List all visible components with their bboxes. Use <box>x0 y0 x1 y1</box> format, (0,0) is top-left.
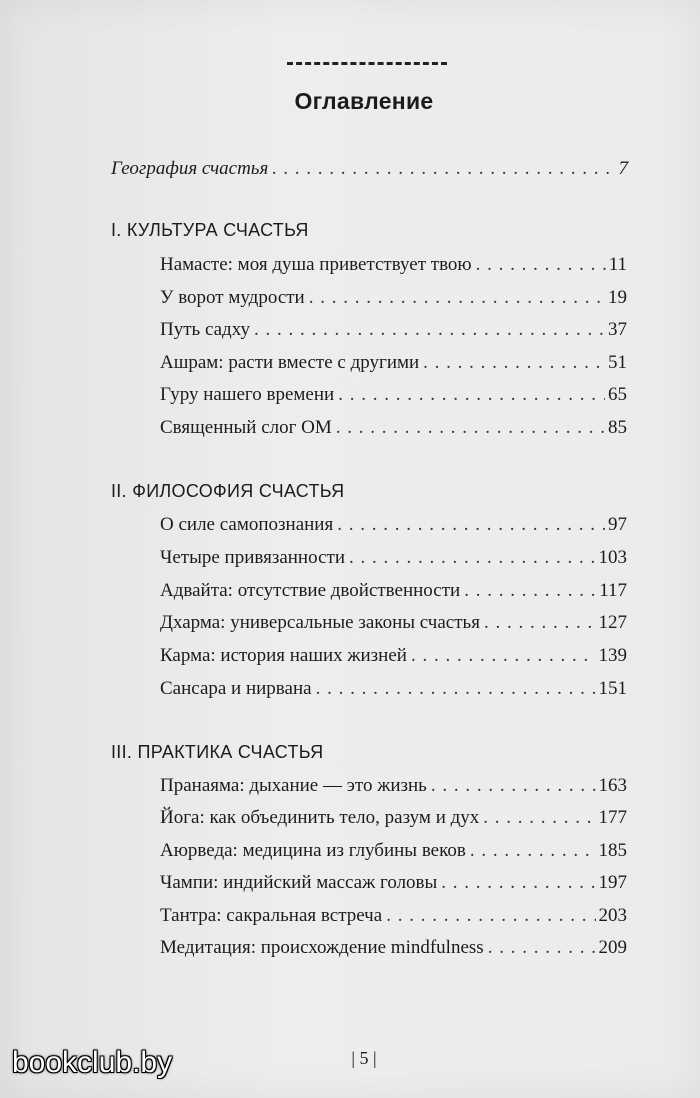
dot-leader <box>349 547 596 569</box>
dot-leader <box>484 612 596 634</box>
toc-entry-page: 127 <box>598 612 627 633</box>
toc-entry-label: Медитация: происхождение mindfulness <box>160 937 484 958</box>
toc-entry <box>160 872 627 894</box>
section-heading-2: II. ФИЛОСОФИЯ СЧАСТЬЯ <box>111 481 345 501</box>
dot-leader <box>431 775 596 797</box>
dot-leader <box>470 840 596 862</box>
toc-entry <box>160 937 627 959</box>
toc-entry-page: 19 <box>608 287 627 308</box>
toc-entry-label: Ашрам: расти вместе с другими <box>160 352 420 373</box>
toc-entry-page: 103 <box>598 547 627 568</box>
toc-entry-label: Намасте: моя душа приветствует твою <box>160 254 472 275</box>
toc-entry-label: Тантра: сакральная встреча <box>160 905 383 926</box>
toc-entry-page: 11 <box>608 254 627 275</box>
toc-entry <box>160 352 627 374</box>
dot-leader <box>411 645 596 667</box>
toc-entry-label: Чампи: индийский массаж головы <box>160 872 438 893</box>
toc-entry-page: 209 <box>598 937 627 958</box>
watermark: bookclub.by <box>12 1046 173 1079</box>
toc-entry-label: Адвайта: отсутствие двойственности <box>160 580 461 601</box>
toc-entry-intro <box>111 158 628 180</box>
toc-entry-page: 177 <box>598 807 627 828</box>
toc-entry-page: 97 <box>608 514 627 535</box>
toc-entry-label: Йога: как объединить тело, разум и дух <box>160 807 480 828</box>
toc-entry-label: Дхарма: универсальные законы счастья <box>160 612 480 633</box>
section-heading-1: I. КУЛЬТУРА СЧАСТЬЯ <box>111 220 309 240</box>
toc-entry <box>160 840 627 862</box>
toc-entry-label: Пранаяма: дыхание — это жизнь <box>160 775 427 796</box>
decorative-dashed-rule <box>287 62 447 65</box>
toc-entry-page: 203 <box>598 905 627 926</box>
toc-entry-label: О силе самопознания <box>160 514 334 535</box>
toc-entry-label: Путь садху <box>160 319 250 340</box>
toc-entry-label: География счастья <box>111 158 269 179</box>
toc-entry-label: Гуру нашего времени <box>160 384 335 405</box>
toc-entry <box>160 580 627 602</box>
toc-entry <box>160 514 627 536</box>
page-title: Оглавление <box>294 88 434 114</box>
toc-entry <box>160 807 627 829</box>
dot-leader <box>423 352 605 374</box>
toc-entry-label: Сансара и нирвана <box>160 678 312 699</box>
toc-entry-page: 85 <box>608 417 627 438</box>
toc-entry-label: Карма: история наших жизней <box>160 645 407 666</box>
dot-leader <box>464 580 596 602</box>
dot-leader <box>488 937 596 959</box>
page-number: | 5 | <box>351 1048 377 1068</box>
dot-leader <box>316 678 596 700</box>
toc-entry-page: 151 <box>598 678 627 699</box>
toc-entry <box>160 612 627 634</box>
dot-leader <box>254 319 605 341</box>
toc-entry-label: У ворот мудрости <box>160 287 305 308</box>
toc-entry-label: Четыре привязанности <box>160 547 345 568</box>
dot-leader <box>476 254 606 276</box>
section-heading-3: III. ПРАКТИКА СЧАСТЬЯ <box>111 742 324 762</box>
toc-entry-page: 51 <box>608 352 627 373</box>
toc-entry <box>160 775 627 797</box>
toc-entry <box>160 678 627 700</box>
dot-leader <box>272 158 615 180</box>
toc-entry <box>160 384 627 406</box>
toc-entry <box>160 319 627 341</box>
toc-entry-page: 37 <box>608 319 627 340</box>
toc-entry-page: 197 <box>598 872 627 893</box>
toc-entry-page: 163 <box>598 775 627 796</box>
toc-entry-page: 139 <box>598 645 627 666</box>
toc-entry <box>160 905 627 927</box>
toc-entry <box>160 645 627 667</box>
toc-entry <box>160 417 627 439</box>
toc-entry <box>160 547 627 569</box>
dot-leader <box>441 872 595 894</box>
toc-entry-page: 65 <box>608 384 627 405</box>
toc-entry-label: Аюрведа: медицина из глубины веков <box>160 840 466 861</box>
toc-entry-page: 7 <box>618 158 628 179</box>
dot-leader <box>309 287 605 309</box>
dot-leader <box>483 807 595 829</box>
dot-leader <box>386 905 595 927</box>
toc-entry-label: Священный слог ОМ <box>160 417 332 438</box>
dot-leader <box>337 514 605 536</box>
dot-leader <box>338 384 605 406</box>
toc-entry <box>160 287 627 309</box>
toc-entry-page: 117 <box>599 580 627 601</box>
toc-entry <box>160 254 627 276</box>
dot-leader <box>336 417 605 439</box>
toc-entry-page: 185 <box>598 840 627 861</box>
